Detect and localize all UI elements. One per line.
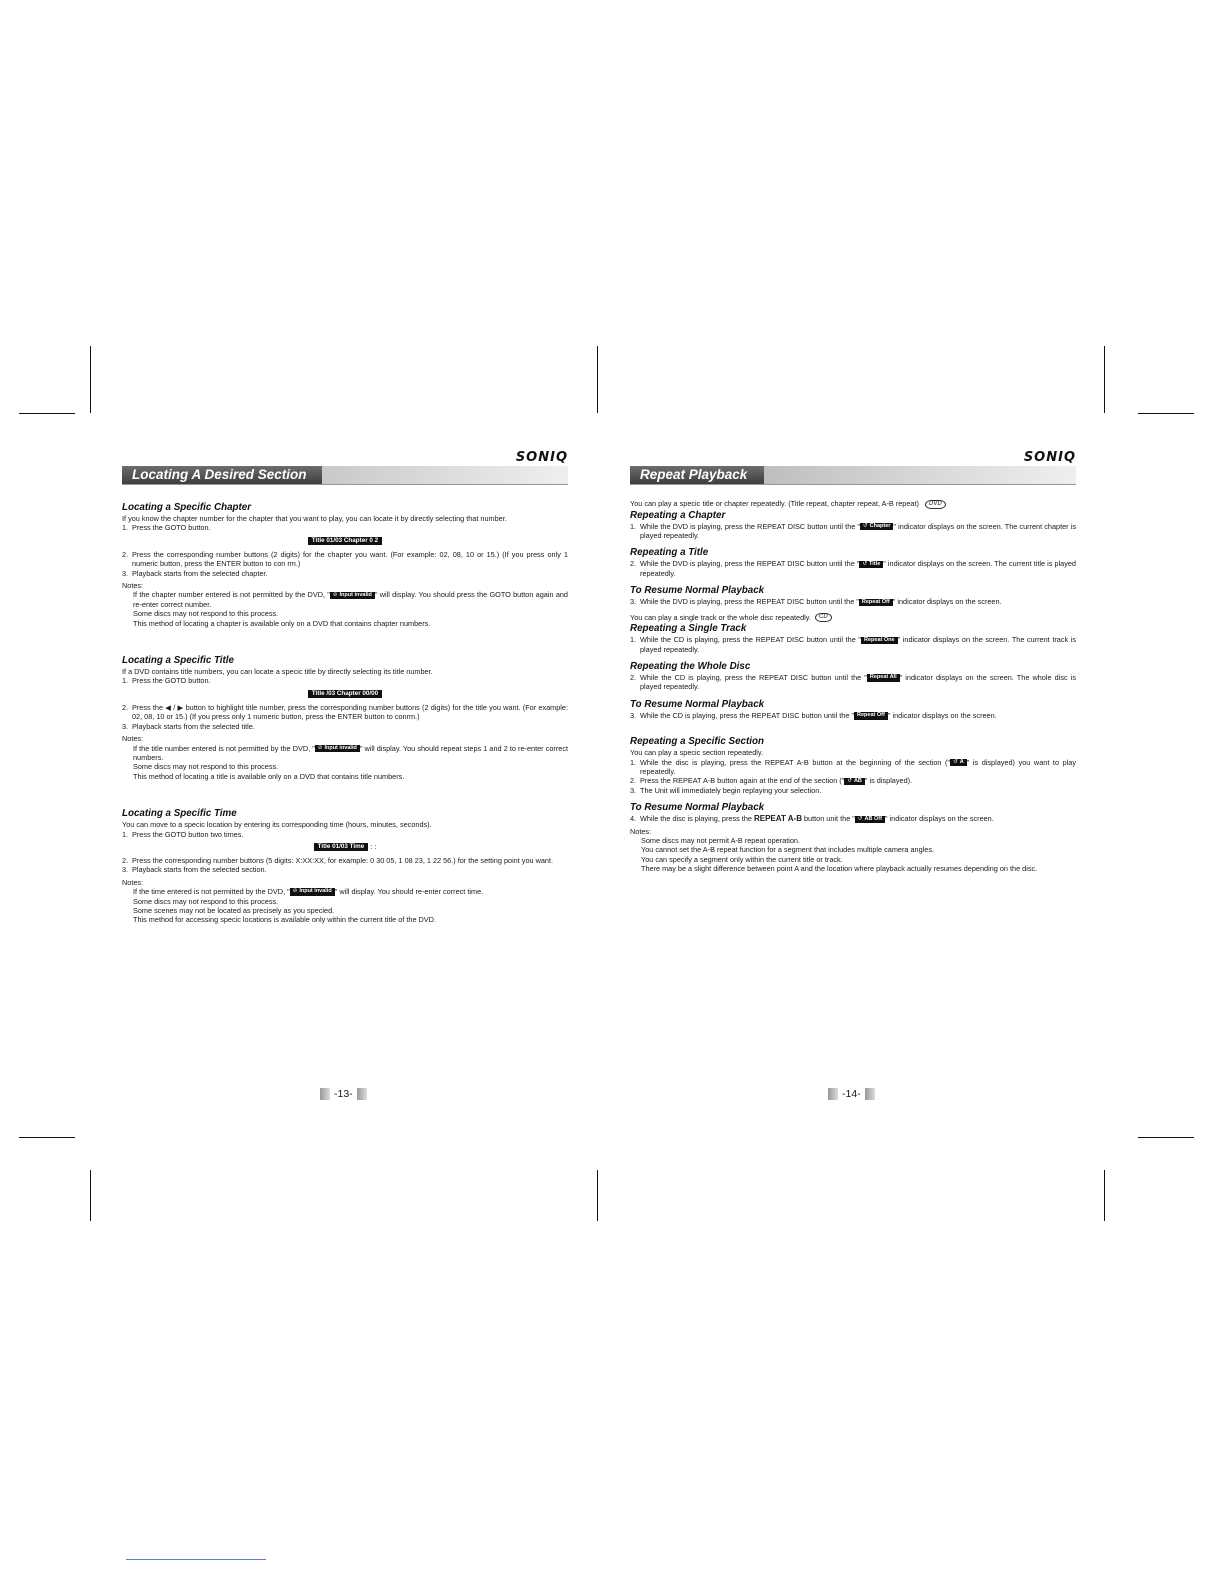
step-item: 4. While the disc is playing, press the REPEAT A-B button unit the " ↺ AB Off " indicator displays on the screen. (630, 814, 994, 824)
osd-repeat-title (859, 561, 883, 569)
crop-mark (90, 346, 91, 413)
step-list (630, 522, 1076, 541)
paragraph-text: You can play a single track or the whole disc repeatedly. (630, 612, 811, 622)
notes-label: Notes: (122, 734, 144, 744)
osd-input-invalid (290, 888, 335, 896)
section-repeat-ab (630, 735, 1076, 795)
section-banner (630, 466, 1076, 485)
note-item (122, 744, 568, 763)
section-heading: Locating a Specific Time (122, 808, 237, 820)
crop-mark (1104, 1170, 1105, 1221)
osd-time-placeholder: : : (370, 841, 377, 851)
page-number-right (828, 1087, 875, 1101)
osd-input-invalid (330, 592, 375, 600)
crop-mark (1138, 413, 1194, 414)
note-item (122, 887, 568, 896)
step-item: 1. While the DVD is playing, press the REPEAT DISC button until the " ↺ Chapter " indicator displays on the screen. The current chapter is played repeatedly. (630, 521, 1076, 540)
section-resume-cd (630, 698, 1076, 720)
osd-repeat-ab (844, 778, 865, 786)
step-text: While the CD is playing, press the REPEAT DISC button until the " (640, 635, 861, 645)
step-item: 3. Playback starts from the selected chapter. (122, 568, 268, 578)
section-locate-chapter (122, 501, 568, 628)
paragraph: If you know the chapter number for the chapter that you want to play, you can locate it by directly selecting that number. (122, 514, 507, 523)
step-item: 1. Press the GOTO button two times. (122, 829, 244, 839)
osd-ab-off (855, 816, 885, 824)
section-heading: Locating a Specific Title (122, 655, 234, 667)
step-text: Playback starts from the selected chapter. (132, 568, 268, 578)
note-text: " will display. You should repeat steps 1 and 2 to re-enter correct numbers. (133, 743, 568, 762)
step-list (630, 635, 1076, 654)
paragraph: You can move to a specic location by entering its corresponding time (hours, minutes, seconds). (122, 820, 432, 830)
step-list (122, 523, 568, 532)
section-banner-title: Repeat Playback (630, 466, 764, 484)
osd-display (122, 689, 568, 699)
page-number-text: -14- (842, 1088, 861, 1100)
section-heading: Repeating a Chapter (630, 509, 726, 521)
section-heading: To Resume Normal Playback (630, 802, 765, 814)
step-item: 1. Press the GOTO button. (122, 523, 211, 533)
note-item: You can specify a segment only within the current title or track. (641, 854, 843, 864)
step-text: While the DVD is playing, press the REPEAT DISC button until the " (640, 521, 861, 531)
step-text: While the DVD is playing, press the REPEAT DISC button until the " (640, 597, 859, 607)
note-text: If the title number entered is not permitted by the DVD, " (133, 743, 315, 753)
prohibited-icon: ⊘ (317, 744, 323, 751)
step-text: While the CD is playing, press the REPEAT DISC button until the " (640, 710, 855, 720)
step-text: Press the ◀ / ▶ button to highlight title number, press the corresponding number buttons (2 digits) for the title you want. (For example: 02, 08, 10 or 15.) (If you press only 1 numeric button, press the ENTER button to conrm.) (132, 702, 568, 722)
note-item: Some discs may not respond to this process. (133, 896, 279, 906)
section-resume-ab (630, 801, 1076, 823)
step-item: 2. Press the REPEAT A-B button again at the end of the section (" ↺ AB " is displayed). (630, 776, 913, 786)
osd-display (122, 536, 568, 546)
osd-text: AB (853, 777, 862, 784)
step-text: Press the corresponding number buttons (5 digits: X:XX:XX, for example: 0 30 05, 1 08 23, 1 22 56.) for the setting point you want. (132, 855, 554, 865)
step-list (630, 559, 1076, 578)
osd-title-readout: Title /03 Chapter 00/00 (308, 690, 382, 699)
page-13 (122, 450, 568, 925)
step-list (630, 711, 1076, 720)
step-text: Press the corresponding number buttons (2 digits) for the chapter you want. (For example: 02, 08, 10 or 15.) (If you press only 1 numeric button, press the ENTER button to con rm.) (132, 549, 568, 569)
step-item: 2. While the DVD is playing, press the REPEAT DISC button until the " ↺ Title " indicator displays on the screen. The current title is played repeatedly. (630, 559, 1076, 578)
brand-logo: SONIQ (515, 450, 568, 465)
paragraph (630, 613, 1076, 623)
section-heading: Repeating a Title (630, 547, 709, 559)
section-heading: Repeating the Whole Disc (630, 661, 751, 672)
page-content (122, 485, 568, 925)
osd-time-readout: Title 01/03 Time (314, 843, 369, 852)
section-repeat-chapter (630, 509, 1076, 541)
osd-text: Title (869, 560, 881, 567)
section-banner-title: Locating A Desired Section (122, 466, 322, 484)
repeat-icon: ↺ (857, 815, 863, 822)
note-item: There may be a slight difference between point A and the location where playback actually resumes depending on the disc. (641, 864, 1038, 874)
osd-text: Input invalid (324, 744, 357, 751)
step-list (630, 597, 1076, 606)
osd-text: Chapter (869, 522, 891, 529)
osd-repeat-chapter (860, 523, 893, 531)
note-text: If the time entered is not permitted by the DVD, " (133, 887, 290, 897)
brand-logo: SONIQ (1023, 450, 1076, 465)
step-item: 3. Playback starts from the selected title. (122, 721, 255, 731)
note-text: If the chapter number entered is not permitted by the DVD, " (133, 590, 330, 600)
note-item: This method of locating a title is available only on a DVD that contains title numbers. (133, 771, 405, 781)
step-text: " is displayed). (864, 776, 913, 786)
step-list (122, 703, 568, 731)
osd-text: AB Off (864, 815, 882, 822)
osd-repeat-a (950, 759, 967, 767)
step-item: 1. Press the GOTO button. (122, 676, 211, 686)
step-text: Playback starts from the selected section. (132, 865, 267, 875)
note-item: You cannot set the A-B repeat function for a segment that includes multiple camera angles. (641, 845, 934, 855)
paragraph: You can play a specic section repeatedly. (630, 748, 764, 758)
crop-mark (597, 346, 598, 413)
paragraph (630, 499, 1076, 509)
step-text: Press the GOTO button. (132, 523, 211, 533)
note-item: This method for accessing specic locations is available only within the current title of the DVD. (133, 915, 436, 925)
note-text: " will display. You should re-enter correct time. (334, 887, 484, 897)
section-repeat-track (630, 622, 1076, 654)
crop-mark (19, 1137, 75, 1138)
step-text: " indicator displays on the screen. The current chapter is played repeatedly. (640, 521, 1076, 540)
step-text: " is displayed) you want to play repeatedly. (640, 757, 1076, 777)
osd-repeat-off: Repeat Off (859, 599, 893, 607)
step-list (122, 856, 568, 875)
page-number-text: -13- (334, 1088, 353, 1100)
step-text: " indicator displays on the screen. The current track is played repeatedly. (640, 635, 1077, 654)
step-item: 2. Press the corresponding number buttons (2 digits) for the chapter you want. (For example: 02, 08, 10 or 15.) (If you press only 1 numeric button, press the ENTER button to con rm.) (122, 549, 568, 569)
step-item: 3. While the DVD is playing, press the REPEAT DISC button until the " Repeat Off " indicator displays on the screen. (630, 597, 1002, 607)
section-resume-dvd (630, 584, 1076, 606)
notes-label: Notes: (122, 877, 144, 887)
crop-mark (1104, 346, 1105, 413)
osd-repeat-off: Repeat Off (854, 712, 888, 720)
step-text: Press the GOTO button two times. (132, 829, 244, 839)
osd-chapter-readout: Title 01/03 Chapter 0 2 (308, 537, 382, 546)
step-text: button unit the " (801, 814, 855, 824)
step-text: " indicator displays on the screen. The whole disc is played repeatedly. (640, 673, 1076, 692)
page-number-bar (865, 1088, 875, 1100)
note-text: " will display. You should press the GOTO button again and re-enter correct number. (133, 590, 568, 609)
page-14 (630, 450, 1076, 874)
osd-text: Input invalid (339, 591, 372, 598)
note-item: Some scenes may not be located as precisely as you specied. (133, 905, 335, 915)
section-repeat-title (630, 546, 1076, 578)
step-item: 3. The Unit will immediately begin replaying your selection. (630, 785, 822, 795)
step-list (630, 673, 1076, 692)
step-text: " indicator displays on the screen. (887, 710, 997, 720)
step-text: The Unit will immediately begin replaying your selection. (640, 785, 822, 795)
osd-text: A (959, 758, 964, 765)
note-item: Some discs may not permit A-B repeat operation. (641, 836, 800, 846)
section-heading: Repeating a Specific Section (630, 736, 764, 748)
step-text: Playback starts from the selected title. (132, 721, 255, 731)
note-item: Some discs may not respond to this process. (133, 609, 279, 619)
osd-repeat-one: Repeat One (861, 637, 898, 645)
repeat-icon: ↺ (847, 777, 852, 784)
note-item: Some discs may not respond to this process. (133, 762, 279, 772)
step-text: " indicator displays on the screen. (892, 597, 1002, 607)
section-locate-time (122, 807, 568, 925)
page-number-left (320, 1087, 367, 1101)
note-item: This method of locating a chapter is available only on a DVD that contains chapter numbers. (133, 618, 431, 628)
section-heading: To Resume Normal Playback (630, 585, 765, 597)
crop-mark (19, 413, 75, 414)
button-name-text: REPEAT A-B (753, 814, 802, 824)
prohibited-icon: ⊘ (292, 888, 298, 895)
repeat-icon: ↺ (863, 522, 868, 529)
page-number-bar (320, 1088, 330, 1100)
step-item: 1. While the CD is playing, press the REPEAT DISC button until the " Repeat One " indicator displays on the screen. The current track is played repeatedly. (630, 635, 1077, 654)
section-heading: To Resume Normal Playback (630, 698, 765, 710)
osd-text: Input invalid (299, 888, 332, 895)
underline-link-artifact (126, 1559, 266, 1560)
note-item (122, 590, 568, 609)
prohibited-icon: ⊘ (332, 591, 338, 598)
step-text: While the disc is playing, press the (640, 814, 754, 824)
step-item: 3. While the CD is playing, press the REPEAT DISC button until the " Repeat Off " indicator displays on the screen. (630, 710, 997, 720)
crop-mark (597, 1170, 598, 1221)
step-list (630, 814, 1076, 823)
cd-disc-icon: CD (815, 613, 832, 622)
step-text: While the disc is playing, press the REPEAT A-B button at the beginning of the section (" (640, 757, 951, 767)
section-heading: Repeating a Single Track (630, 623, 747, 635)
step-text: While the DVD is playing, press the REPEAT DISC button until the " (640, 559, 860, 569)
osd-input-invalid (315, 745, 360, 753)
section-banner (122, 466, 568, 485)
step-item: 2. Press the corresponding number buttons (5 digits: X:XX:XX, for example: 0 30 05, 1 08 23, 1 22 56.) for the setting point you want. (122, 855, 554, 865)
step-item: 2. While the CD is playing, press the REPEAT DISC button until the " Repeat All " indicator displays on the screen. The whole disc is played repeatedly. (630, 673, 1076, 692)
paragraph: If a DVD contains title numbers, you can locate a specic title by directly selecting its title number. (122, 667, 433, 677)
step-text: " indicator displays on the screen. The current title is played repeatedly. (640, 559, 1076, 578)
section-repeat-disc (630, 660, 1076, 692)
osd-display (122, 842, 568, 852)
notes-label: Notes: (122, 581, 144, 591)
osd-repeat-all: Repeat All (867, 674, 900, 682)
step-list (122, 550, 568, 578)
page-content (630, 485, 1076, 874)
step-item: 3. Playback starts from the selected section. (122, 865, 267, 875)
crop-mark (90, 1170, 91, 1221)
step-item: 1. While the disc is playing, press the REPEAT A-B button at the beginning of the section (" ↺ A " is displayed) you want to play repeatedly. (630, 757, 1076, 777)
crop-mark (1138, 1137, 1194, 1138)
paragraph-text: You can play a specic title or chapter repeatedly. (Title repeat, chapter repeat, A-B repeat) (630, 499, 919, 508)
step-text: " indicator displays on the screen. (884, 814, 994, 824)
step-text: Press the REPEAT A-B button again at the end of the section (" (640, 776, 845, 786)
repeat-icon: ↺ (953, 758, 958, 765)
section-heading: Locating a Specific Chapter (122, 502, 252, 513)
page-number-bar (828, 1088, 838, 1100)
step-item: 2. Press the ◀ / ▶ button to highlight title number, press the corresponding number buttons (2 digits) for the title you want. (For example: 02, 08, 10 or 15.) (If you press only 1 numeric button, press the ENTER button to conrm.) (122, 702, 568, 722)
notes-label: Notes: (630, 826, 652, 836)
repeat-icon: ↺ (862, 560, 868, 567)
section-locate-title (122, 654, 568, 781)
step-list (630, 758, 1076, 796)
step-text: While the CD is playing, press the REPEAT DISC button until the " (640, 673, 867, 682)
step-text: Press the GOTO button. (132, 676, 211, 686)
dvd-disc-icon: DVD (925, 500, 946, 509)
page-number-bar (357, 1088, 367, 1100)
step-list (122, 676, 568, 685)
step-list (122, 830, 568, 839)
